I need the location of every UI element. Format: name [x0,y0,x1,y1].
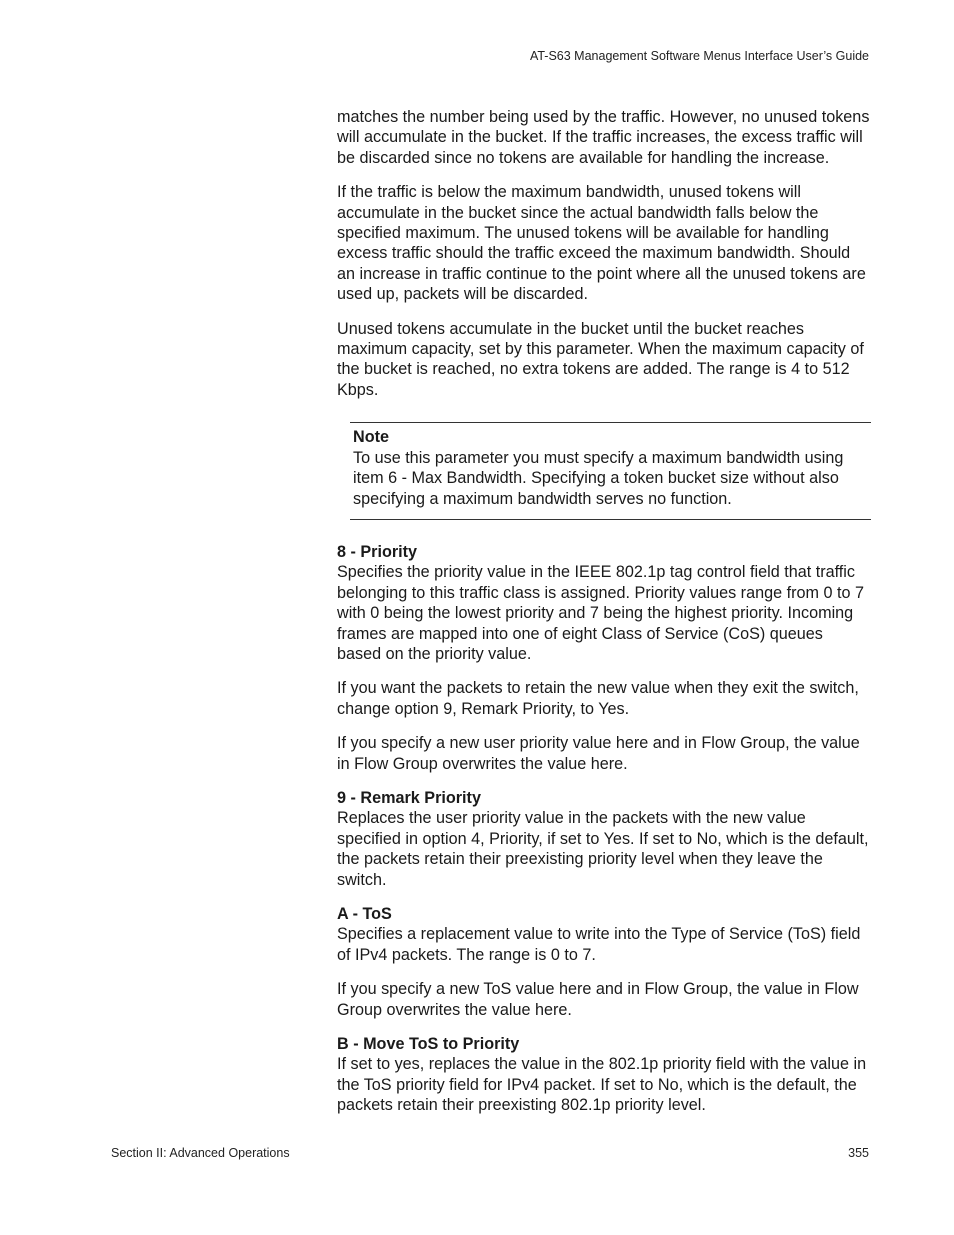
section-heading: B - Move ToS to Priority [337,1035,520,1054]
section-heading: A - ToS [337,905,392,923]
note-text: To use this parameter you must specify a maximum bandwidth using item 6 - Max Bandwidth. Specifying a token bucket size without also specifying a maximum bandwidth serves no function. [353,448,844,508]
page-number: 355 [848,1146,869,1160]
section-heading: 9 - Remark Priority [337,788,481,807]
running-header: AT-S63 Management Software Menus Interface User’s Guide [529,49,869,63]
footer-section-label: Section II: Advanced Operations [111,1146,290,1160]
body-paragraph: If you want the packets to retain the new value when they exit the switch, change option 9, Remark Priority, to Yes. [337,679,859,718]
section-tos [337,904,871,965]
section-priority [337,542,871,664]
body-paragraph: Unused tokens accumulate in the bucket until the bucket reaches maximum capacity, set by this parameter. When the maximum capacity of the bucket is reached, no extra tokens are added. The range is 4 to 512 Kbps. [337,319,864,399]
body-paragraph: If the traffic is below the maximum bandwidth, unused tokens will accumulate in the bucket since the actual bandwidth falls below the specified maximum. The unused tokens will be available for handling excess traffic should the traffic exceed the maximum bandwidth. Should an increase in traffic continue to the point where all the unused tokens are used up, packets will be discarded. [337,183,866,304]
section-text: Replaces the user priority value in the packets with the new value specified in option 4, Priority, if set to Yes. If set to No, which is the default, the packets retain their preexisting priority level when they leave the switch. [337,809,869,889]
section-text: Specifies the priority value in the IEEE 802.1p tag control field that traffic belonging to this traffic class is assigned. Priority values range from 0 to 7 with 0 being the lowest priority and 7 being the highest priority. Incoming frames are mapped into one of eight Class of Service (CoS) queues based on the priority value. [337,563,864,663]
section-heading: 8 - Priority [337,542,418,561]
note-title: Note [353,428,389,447]
body-paragraph: matches the number being used by the traffic. However, no unused tokens will accumulate in the bucket. If the traffic increases, the excess traffic will be discarded since no tokens are available for handling the increase. [337,108,870,167]
page-content [337,107,871,1130]
section-text: Specifies a replacement value to write into the Type of Service (ToS) field of IPv4 packets. The range is 0 to 7. [337,925,861,964]
body-paragraph: If you specify a new user priority value here and in Flow Group, the value in Flow Group overwrites the value here. [337,734,860,773]
note-box [350,422,871,520]
body-paragraph: If you specify a new ToS value here and in Flow Group, the value in Flow Group overwrites the value here. [337,980,859,1019]
section-move-tos-to-priority [337,1034,871,1116]
section-remark-priority [337,788,871,890]
section-text: If set to yes, replaces the value in the 802.1p priority field with the value in the ToS priority field for IPv4 packet. If set to No, which is the default, the packets retain their preexisting 802.1p priority level. [337,1055,867,1115]
